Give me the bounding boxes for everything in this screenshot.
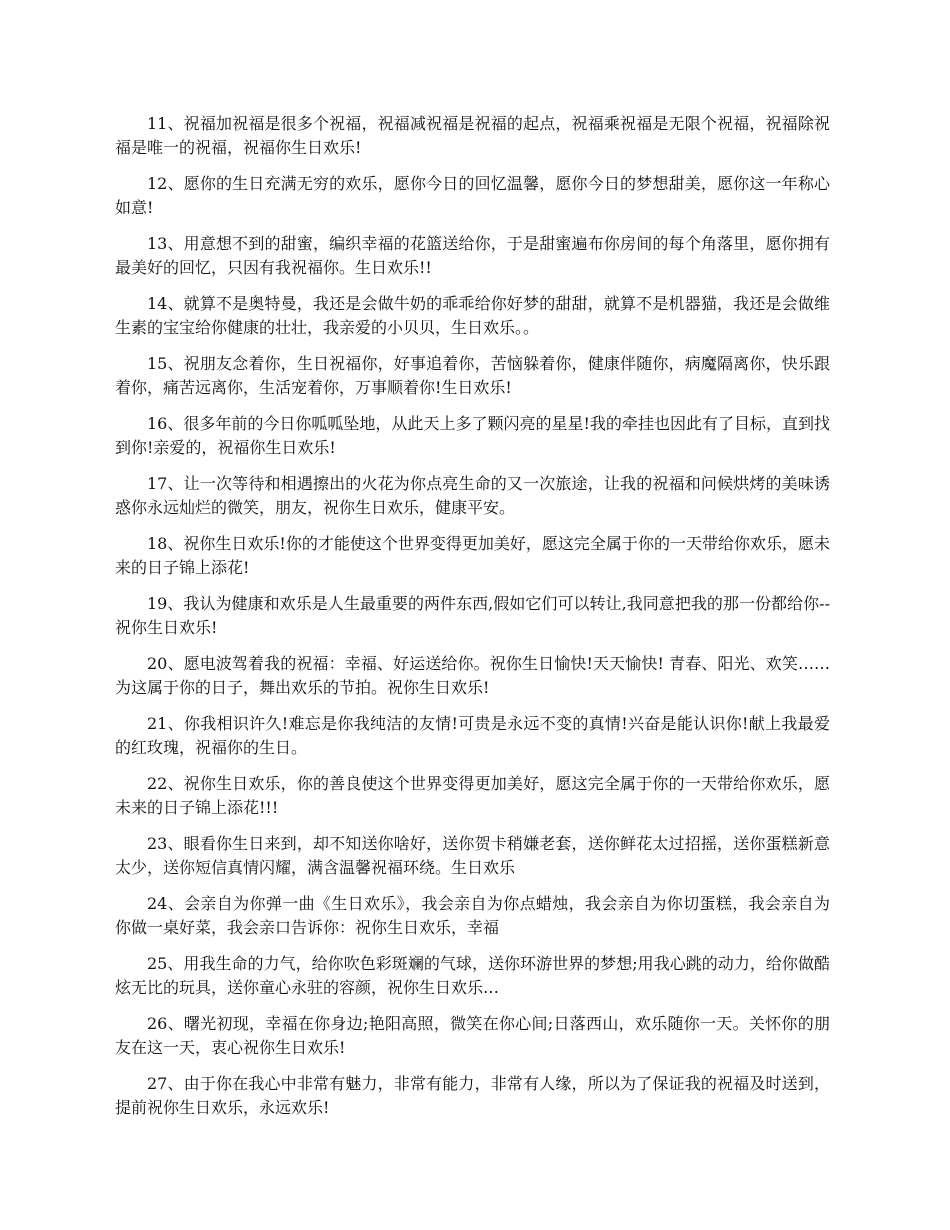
- paragraph-22: 22、祝你生日欢乐，你的善良使这个世界变得更加美好，愿这完全属于你的一天带给你欢乐，愿未来的日子锦上添花!!!: [115, 774, 830, 817]
- paragraph-19: 19、我认为健康和欢乐是人生最重要的两件东西,假如它们可以转让,我同意把我的那一份都给你--祝你生日欢乐!: [115, 594, 830, 637]
- paragraph-20: 20、愿电波驾着我的祝福：幸福、好运送给你。祝你生日愉快!天天愉快! 青春、阳光、欢笑……为这属于你的日子，舞出欢乐的节拍。祝你生日欢乐!: [115, 654, 830, 697]
- paragraph-26: 26、曙光初现，幸福在你身边;艳阳高照，微笑在你心间;日落西山，欢乐随你一天。关怀你的朋友在这一天，衷心祝你生日欢乐!: [115, 1014, 830, 1057]
- paragraph-18: 18、祝你生日欢乐!你的才能使这个世界变得更加美好，愿这完全属于你的一天带给你欢乐，愿未来的日子锦上添花!: [115, 534, 830, 577]
- paragraph-13: 13、用意想不到的甜蜜，编织幸福的花篮送给你，于是甜蜜遍布你房间的每个角落里，愿你拥有最美好的回忆，只因有我祝福你。生日欢乐!!: [115, 234, 830, 277]
- paragraph-11: 11、祝福加祝福是很多个祝福，祝福减祝福是祝福的起点，祝福乘祝福是无限个祝福，祝福除祝福是唯一的祝福，祝福你生日欢乐!: [115, 114, 830, 157]
- document-body: [115, 112, 830, 1132]
- paragraph-16: 16、很多年前的今日你呱呱坠地，从此天上多了颗闪亮的星星!我的牵挂也因此有了目标，直到找到你!亲爱的，祝福你生日欢乐!: [115, 414, 830, 457]
- paragraph-25: 25、用我生命的力气，给你吹色彩斑斓的气球，送你环游世界的梦想;用我心跳的动力，给你做酷炫无比的玩具，送你童心永驻的容颜，祝你生日欢乐…: [115, 954, 830, 997]
- paragraph-12: 12、愿你的生日充满无穷的欢乐，愿你今日的回忆温馨，愿你今日的梦想甜美，愿你这一年称心如意!: [115, 174, 830, 217]
- paragraph-21: 21、你我相识许久!难忘是你我纯洁的友情!可贵是永远不变的真情!兴奋是能认识你!献上我最爱的红玫瑰，祝福你的生日。: [115, 714, 830, 757]
- paragraph-27: 27、由于你在我心中非常有魅力，非常有能力，非常有人缘，所以为了保证我的祝福及时送到，提前祝你生日欢乐，永远欢乐!: [115, 1074, 830, 1117]
- paragraph-15: 15、祝朋友念着你，生日祝福你，好事追着你，苦恼躲着你，健康伴随你，病魔隔离你，快乐跟着你，痛苦远离你，生活宠着你，万事顺着你!生日欢乐!: [115, 354, 830, 397]
- paragraph-14: 14、就算不是奥特曼，我还是会做牛奶的乖乖给你好梦的甜甜，就算不是机器猫，我还是会做维生素的宝宝给你健康的壮壮，我亲爱的小贝贝，生日欢乐。。: [115, 294, 830, 337]
- paragraph-24: 24、会亲自为你弹一曲《生日欢乐》，我会亲自为你点蜡烛，我会亲自为你切蛋糕，我会亲自为你做一桌好菜，我会亲口告诉你：祝你生日欢乐，幸福: [115, 894, 830, 937]
- paragraph-17: 17、让一次等待和相遇擦出的火花为你点亮生命的又一次旅途，让我的祝福和问候烘烤的美味诱惑你永远灿烂的微笑，朋友，祝你生日欢乐，健康平安。: [115, 474, 830, 517]
- paragraph-23: 23、眼看你生日来到，却不知送你啥好，送你贺卡稍嫌老套，送你鲜花太过招摇，送你蛋糕新意太少，送你短信真情闪耀，满含温馨祝福环绕。生日欢乐: [115, 834, 830, 877]
